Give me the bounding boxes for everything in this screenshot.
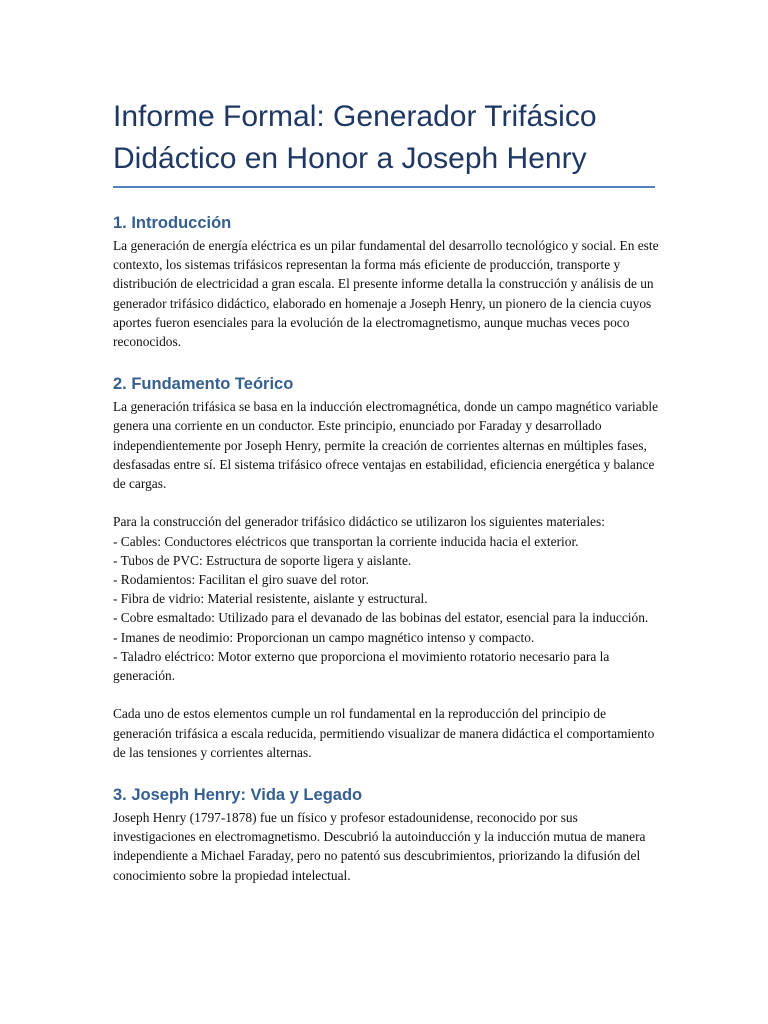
section-heading: 2. Fundamento Teórico — [113, 375, 294, 394]
paragraph: La generación de energía eléctrica es un pilar fundamental del desarrollo tecnológico y social. En este contexto, los sistemas trifásicos representan la forma más eficiente de producción, transporte y distribución de electricidad a gran escala. El presente informe detalla la construcción y análisis de un generador trifásico didáctico, elaborado en homenaje a Joseph Henry, un pionero de la ciencia cuyos aportes fueron esenciales para la evolución de la electromagnetismo, aunque muchas veces poco reconocidos. — [113, 238, 659, 350]
document-body — [113, 206, 661, 885]
title-underline — [113, 186, 655, 188]
materials-list-item: - Cobre esmaltado: Utilizado para el devanado de las bobinas del estator, esencial para la inducción. — [113, 610, 649, 626]
title-line-2: Didáctico en Honor a Joseph Henry — [113, 142, 587, 175]
materials-list-item: - Rodamientos: Facilitan el giro suave del rotor. — [113, 572, 369, 588]
section-heading: 3. Joseph Henry: Vida y Legado — [113, 786, 363, 805]
section-fundamento-teorico — [113, 373, 661, 762]
document-title — [113, 96, 655, 180]
materials-intro: Para la construcción del generador trifásico didáctico se utilizaron los siguientes materiales: — [113, 514, 605, 530]
title-line-1: Informe Formal: Generador Trifásico — [113, 100, 597, 133]
materials-list-item: - Tubos de PVC: Estructura de soporte ligera y aislante. — [113, 552, 412, 568]
paragraph: Joseph Henry (1797-1878) fue un físico y profesor estadounidense, reconocido por sus investigaciones en electromagnetismo. Descubrió la autoinducción y la inducción mutua de manera independiente a Michael Faraday, pero no patentó sus descubrimientos, priorizando la difusión del conocimiento sobre la propiedad intelectual. — [113, 810, 646, 883]
paragraph: Cada uno de estos elementos cumple un rol fundamental en la reproducción del principio de generación trifásica a escala reducida, permitiendo visualizar de manera didáctica el comportamiento de las tensiones y corrientes alternas. — [113, 706, 655, 760]
materials-list-item: - Imanes de neodimio: Proporcionan un campo magnético intenso y compacto. — [113, 629, 535, 645]
materials-list-item: - Taladro eléctrico: Motor externo que proporciona el movimiento rotatorio necesario para la generación. — [113, 648, 610, 684]
materials-list-item: - Fibra de vidrio: Material resistente, aislante y estructural. — [113, 591, 428, 607]
paragraph: La generación trifásica se basa en la inducción electromagnética, donde un campo magnético variable genera una corriente en un conductor. Este principio, enunciado por Faraday y desarrollado independientemente por Joseph Henry, permite la creación de corrientes alternas en múltiples fases, desfasadas entre sí. El sistema trifásico ofrece ventajas en estabilidad, eficiencia energética y balance de cargas. — [113, 399, 659, 492]
section-joseph-henry — [113, 784, 661, 885]
section-heading: 1. Introducción — [113, 214, 232, 232]
materials-list-item: - Cables: Conductores eléctricos que transportan la corriente inducida hacia el exterior. — [113, 533, 579, 549]
title-block — [113, 96, 655, 188]
section-introduccion — [113, 212, 661, 351]
